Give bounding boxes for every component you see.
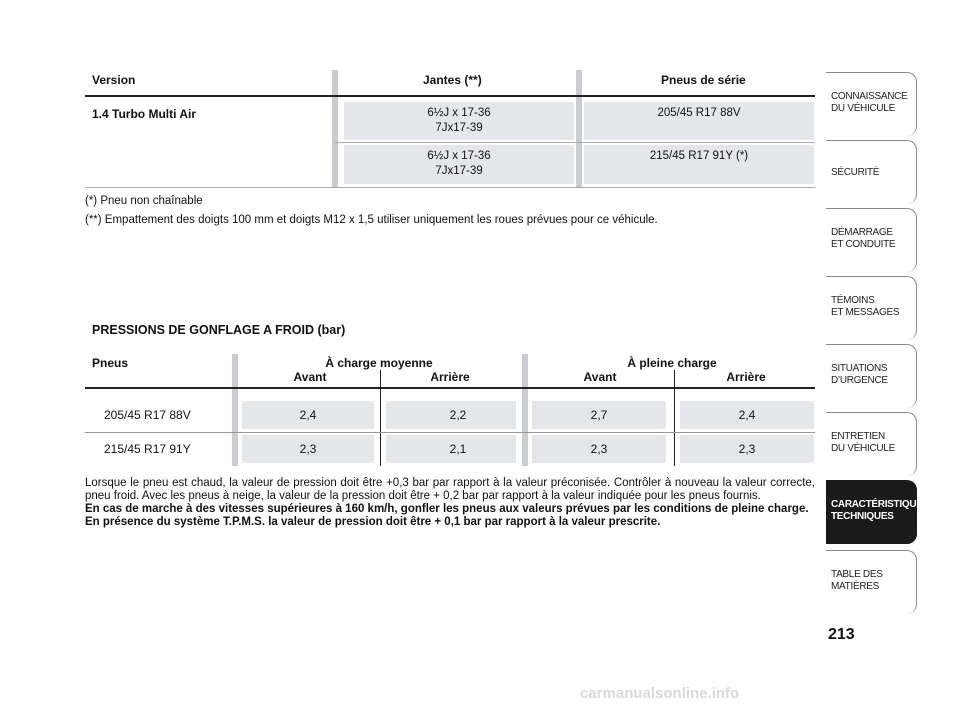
jante-row1-line1: 6½J x 17-36: [427, 107, 491, 119]
paragraph-bold-2: En présence du système T.P.M.S. la valeur de pression doit être + 0,1 bar par rapport à la valeur prescrite.: [85, 516, 661, 528]
header-avant-moy: Avant: [293, 370, 327, 384]
column-divider: [576, 70, 582, 187]
tab-label-2: D’URGENCE: [831, 375, 888, 386]
pleine-arriere-row1: 2,4: [738, 408, 756, 422]
tab-situations-durgence[interactable]: [826, 344, 917, 408]
header-arriere-moy: Arrière: [430, 370, 470, 384]
table-bottom-rule: [85, 187, 815, 188]
tab-label-1: DÉMARRAGE: [831, 227, 893, 238]
header-pneus: Pneus de série: [661, 73, 746, 87]
tab-entretien-du-vehicule[interactable]: [826, 412, 917, 476]
watermark: carmanualsonline.info: [580, 685, 740, 702]
jante-row2-line2: 7Jx17-39: [435, 165, 483, 177]
tab-label-1: TABLE DES: [831, 569, 883, 580]
pneu-row1-label: 205/45 R17 88V: [104, 408, 191, 422]
tab-connaissance-du-vehicule[interactable]: [826, 72, 917, 136]
tab-label-1: SITUATIONS: [831, 363, 888, 374]
note-1: (*) Pneu non chaînable: [85, 195, 203, 207]
info-paragraph: [85, 477, 815, 529]
jante-row2-line1: 6½J x 17-36: [427, 150, 491, 162]
row-divider: [85, 432, 815, 433]
column-divider: [332, 70, 338, 187]
jante-row1-line2: 7Jx17-39: [435, 122, 483, 134]
tab-table-des-matieres[interactable]: [826, 550, 917, 614]
tab-label-2: MATIÈRES: [831, 581, 879, 592]
tab-label-2: ET MESSAGES: [831, 307, 900, 318]
moy-arriere-row1: 2,2: [449, 408, 467, 422]
tab-label-2: ET CONDUITE: [831, 239, 896, 250]
version-value: 1.4 Turbo Multi Air: [92, 107, 196, 121]
page-number: 213: [828, 626, 855, 643]
note-2: (**) Empattement des doigts 100 mm et doigts M12 x 1,5 utiliser uniquement les roues prévues pour ce véhicule.: [85, 214, 658, 226]
moy-avant-row2: 2,3: [299, 442, 317, 456]
header-pneus-col: Pneus: [92, 356, 129, 370]
tab-demarrage-et-conduite[interactable]: [826, 208, 917, 272]
header-rule: [85, 387, 815, 389]
tab-label-1: ENTRETIEN: [831, 431, 885, 442]
pneu-row2-label: 215/45 R17 91Y: [104, 442, 191, 456]
paragraph-bold-1: En cas de marche à des vitesses supérieures à 160 km/h, gonfler les pneus aux valeurs prévues par les conditions de pleine charge.: [85, 503, 809, 515]
tab-label-1: SÉCURITÉ: [831, 167, 880, 178]
tab-label-1: CONNAISSANCE: [831, 91, 908, 102]
moy-arriere-row2: 2,1: [449, 442, 467, 456]
header-arriere-pleine: Arrière: [726, 370, 766, 384]
tab-label-2: DU VÉHICULE: [831, 443, 895, 454]
pleine-arriere-row2: 2,3: [738, 442, 756, 456]
tab-label-2: TECHNIQUES: [831, 511, 894, 522]
tab-label-1: TÉMOINS: [831, 295, 875, 306]
subcolumn-divider: [674, 370, 675, 466]
header-rule: [85, 95, 815, 97]
header-version: Version: [92, 73, 136, 87]
header-avant-pleine: Avant: [583, 370, 617, 384]
tab-temoins-et-messages[interactable]: [826, 276, 917, 340]
tab-label-2: DU VÉHICULE: [831, 103, 895, 114]
tab-securite[interactable]: [826, 140, 917, 204]
header-charge-moyenne: À charge moyenne: [325, 356, 433, 370]
paragraph-normal: Lorsque le pneu est chaud, la valeur de pression doit être +0,3 bar par rapport à la valeur préconisée. Contrôler à nouveau la valeur correcte, pneu froid. Avec les pneus à neige, la valeur de la pression doit être + 0,2 bar par rapport à la valeur indiquée pour les pneus fournis.: [85, 477, 815, 502]
tab-caracteristiques-techniques[interactable]: [826, 480, 929, 544]
pneu-row2: 215/45 R17 91Y (*): [649, 150, 749, 162]
tab-label-1: CARACTÉRISTIQUES: [831, 499, 929, 510]
column-divider: [232, 354, 238, 466]
header-jantes: Jantes (**): [423, 73, 482, 87]
section-title: PRESSIONS DE GONFLAGE A FROID (bar): [92, 323, 346, 337]
moy-avant-row1: 2,4: [299, 408, 317, 422]
row-divider: [335, 142, 815, 143]
pneu-row1: 205/45 R17 88V: [657, 107, 741, 119]
pleine-avant-row2: 2,3: [590, 442, 608, 456]
subcolumn-divider: [380, 370, 381, 466]
header-pleine-charge: À pleine charge: [627, 356, 717, 370]
pleine-avant-row1: 2,7: [590, 408, 608, 422]
